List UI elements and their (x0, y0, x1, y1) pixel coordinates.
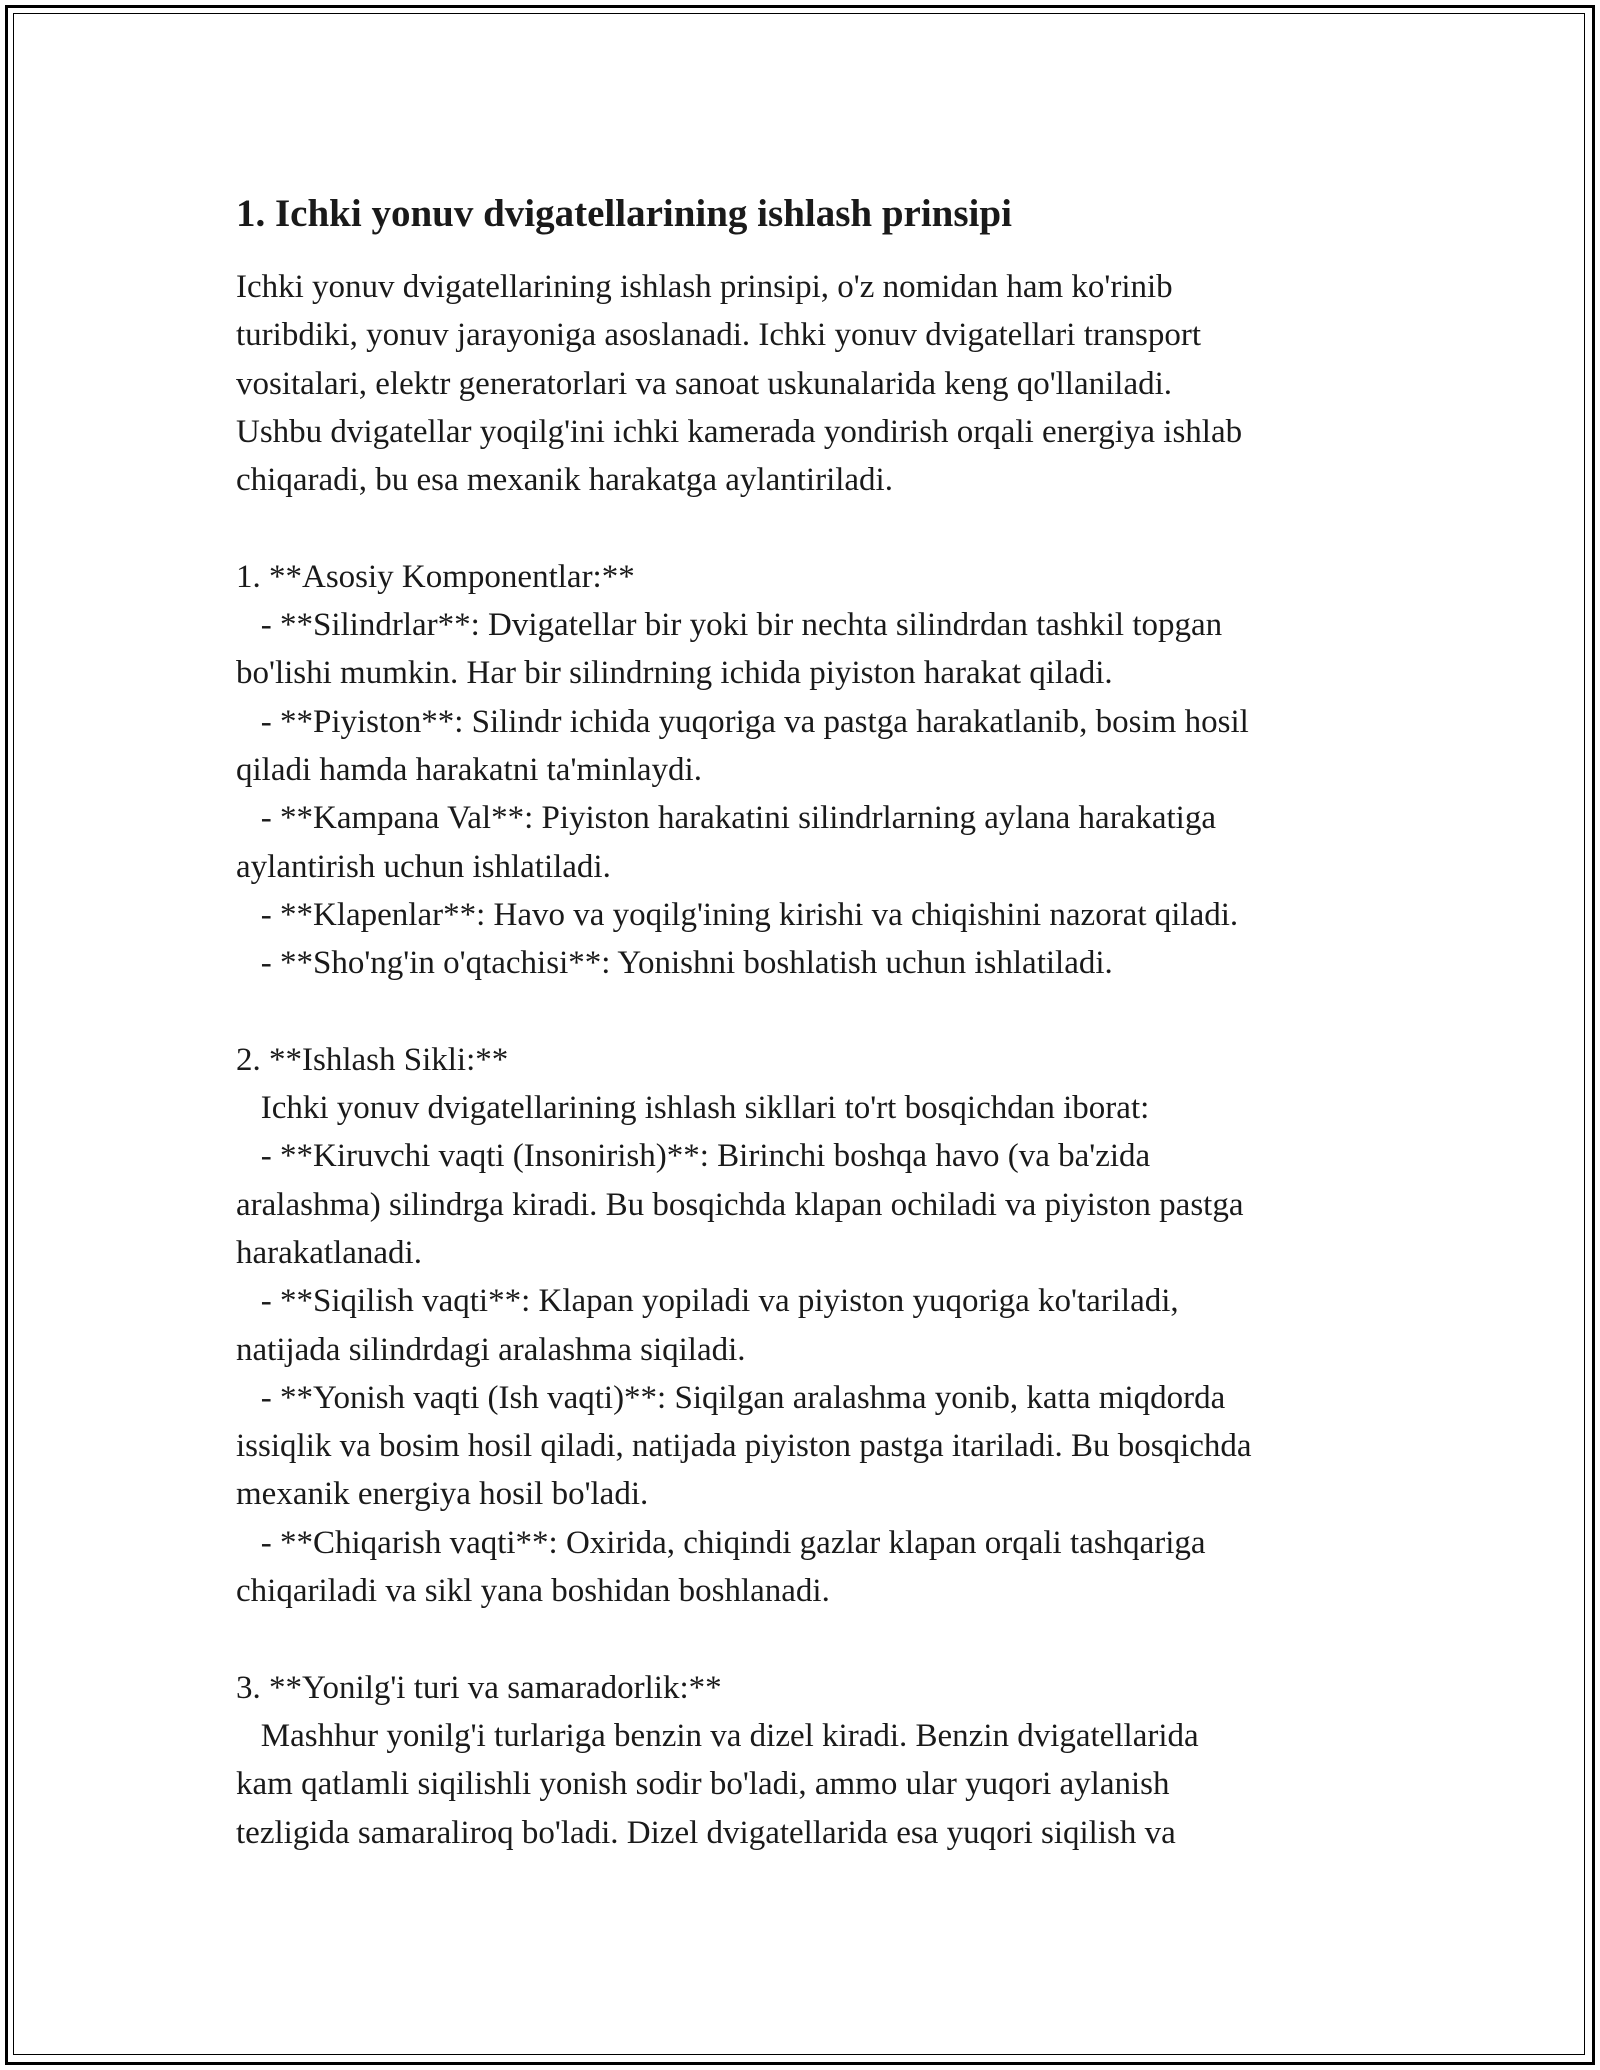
blank-line (236, 504, 1396, 552)
section-work-cycle: 2. **Ishlash Sikli:** Ichki yonuv dvigatellarining ishlash sikllari to'rt bosqichdan iborat: - **Kiruvchi vaqti (Insonirish)**: Birinchi boshqa havo (va ba'zida aralashma) silindrga kiradi. Bu bosqichda klapan ochiladi va piyiston pastga harakatlanadi. - **Siqilish vaqti**: Klapan yopiladi va piyiston yuqoriga ko'tariladi, natijada silindrdagi aralashma siqiladi. - **Yonish vaqti (Ish vaqti)**: Siqilgan aralashma yonib, katta miqdorda issiqlik va bosim hosil qiladi, natijada piyiston pastga itariladi. Bu bosqichda mexanik energiya hosil bo'ladi. - **Chiqarish vaqti**: Oxirida, chiqindi gazlar klapan orqali tashqariga chiqariladi va sikl yana boshidan boshlanadi. (236, 1041, 1252, 1610)
document-body (236, 190, 1396, 1857)
section-main-components: 1. **Asosiy Komponentlar:** - **Silindrlar**: Dvigatellar bir yoki bir nechta silindrdan tashkil topgan bo'lishi mumkin. Har bir silindrning ichida piyiston harakat qiladi. - **Piyiston**: Silindr ichida yuqoriga va pastga harakatlanib, bosim hosil qiladi hamda harakatni ta'minlaydi. - **Kampana Val**: Piyiston harakatini silindrlarning aylana harakatiga aylantirish uchun ishlatiladi. - **Klapenlar**: Havo va yoqilg'ining kirishi va chiqishini nazorat qiladi. - **Sho'ng'in o'qtachisi**: Yonishni boshlatish uchun ishlatiladi. (236, 558, 1249, 982)
section-fuel-efficiency: 3. **Yonilg'i turi va samaradorlik:** Mashhur yonilg'i turlariga benzin va dizel kiradi. Benzin dvigatellarida kam qatlamli siqilishli yonish sodir bo'ladi, ammo ular yuqori aylanish tezligida samaraliroq bo'ladi. Dizel dvigatellarida esa yuqori siqilish va (236, 1669, 1199, 1851)
blank-line (236, 1615, 1396, 1663)
blank-line (236, 987, 1396, 1035)
document-title: 1. Ichki yonuv dvigatellarining ishlash prinsipi (236, 192, 1012, 235)
intro-paragraph: Ichki yonuv dvigatellarining ishlash prinsipi, o'z nomidan ham ko'rinib turibdiki, yonuv jarayoniga asoslanadi. Ichki yonuv dvigatellari transport vositalari, elektr generatorlari va sanoat uskunalarida keng qo'llaniladi. Ushbu dvigatellar yoqilg'ini ichki kamerada yondirish orqali energiya ishlab chiqaradi, bu esa mexanik harakatga aylantiriladi. (236, 269, 1243, 499)
